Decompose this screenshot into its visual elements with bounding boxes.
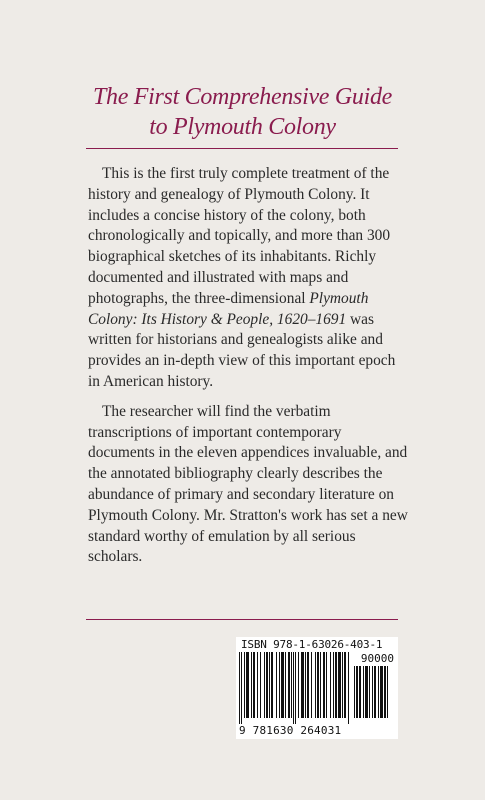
barcode-bar bbox=[317, 652, 319, 718]
barcode-bar bbox=[374, 666, 376, 718]
barcode-bar bbox=[344, 652, 346, 718]
title-line-2: to Plymouth Colony bbox=[149, 114, 336, 140]
barcode-bar bbox=[342, 652, 343, 718]
top-divider bbox=[86, 148, 398, 149]
blurb-paragraph-2: The researcher will find the verbatim transcriptions of important contemporary documents in the eleven appendices invaluable, and the annotated bibliography clearly describes the abundance of primary and secondary literature on Plymouth Colony. Mr. Stratton's work has set a new standard worthy of emulation by all serious scholars. bbox=[88, 402, 408, 566]
barcode-bar bbox=[323, 652, 325, 718]
barcode-bar bbox=[369, 666, 370, 718]
barcode-bar bbox=[354, 666, 355, 718]
barcode-bar bbox=[251, 652, 252, 718]
paragraph-1-start: This is the first truly complete treatment of the history and genealogy of Plymouth Colony. It includes a concise history of the colony, both chronologically and topically, and more than 300 biographical sketches of its inhabitants. Richly documented and illustrated with maps and photographs, the three-dimensional bbox=[88, 165, 391, 307]
barcode-bar bbox=[330, 652, 331, 718]
barcode-bar bbox=[271, 652, 273, 718]
barcode-bar bbox=[264, 652, 265, 718]
barcode-bar bbox=[380, 666, 383, 718]
barcode-bar bbox=[307, 652, 309, 718]
barcode-bar bbox=[260, 652, 261, 718]
barcode-bar bbox=[311, 652, 312, 718]
barcode-bar bbox=[279, 652, 280, 718]
barcode-bar bbox=[269, 652, 270, 718]
cover-title bbox=[60, 82, 425, 142]
barcode-bar bbox=[384, 666, 386, 718]
barcode-panel bbox=[236, 637, 398, 739]
title-line-1: The First Comprehensive Guide bbox=[92, 84, 393, 110]
barcode-bar bbox=[298, 652, 299, 718]
barcode-bar bbox=[244, 652, 245, 718]
barcode-bar bbox=[387, 666, 388, 718]
bottom-divider bbox=[86, 619, 398, 620]
barcode-bar bbox=[266, 652, 268, 718]
blurb bbox=[88, 164, 408, 568]
book-title-italic: Plymouth Colony: Its History & People, 1620–1691 bbox=[88, 289, 369, 328]
isbn-label: ISBN 978-1-63026-403-1 bbox=[241, 638, 383, 651]
barcode-bar bbox=[326, 652, 327, 718]
barcode-bar bbox=[281, 652, 284, 718]
barcode-bar bbox=[293, 652, 294, 724]
barcode-bar bbox=[338, 652, 341, 718]
barcode-bar bbox=[372, 666, 373, 718]
barcode-bar bbox=[333, 652, 334, 718]
barcode-bar bbox=[335, 652, 337, 718]
barcode-bar bbox=[276, 652, 277, 718]
barcode-bar bbox=[359, 666, 361, 718]
barcode-bar bbox=[246, 652, 249, 718]
blurb-paragraph-1 bbox=[88, 164, 408, 393]
barcode-bar bbox=[253, 652, 255, 718]
barcode-bar bbox=[288, 652, 290, 718]
ean-digits: 9 781630 264031 bbox=[239, 724, 342, 737]
barcode-bar bbox=[356, 666, 358, 718]
barcode-bar bbox=[365, 666, 368, 718]
ean-barcode bbox=[239, 652, 349, 724]
barcode-bar bbox=[301, 652, 304, 718]
barcode-bar bbox=[363, 666, 364, 718]
barcode-bar bbox=[291, 652, 292, 718]
barcode-bar bbox=[285, 652, 286, 718]
barcode-bar bbox=[295, 652, 296, 724]
barcode-bar bbox=[257, 652, 258, 718]
barcode-bar bbox=[305, 652, 306, 718]
barcode-bar bbox=[348, 652, 349, 724]
barcode-bar bbox=[239, 652, 240, 724]
barcode-bar bbox=[241, 652, 242, 724]
addon-barcode bbox=[354, 666, 394, 724]
price-code: 90000 bbox=[360, 652, 394, 665]
barcode-bar bbox=[315, 652, 316, 718]
barcode-bar bbox=[320, 652, 321, 718]
barcode-bar bbox=[378, 666, 379, 718]
paragraph-1-end: was written for historians and genealogists alike and provides an in-depth view of this important epoch in American history. bbox=[88, 310, 396, 390]
